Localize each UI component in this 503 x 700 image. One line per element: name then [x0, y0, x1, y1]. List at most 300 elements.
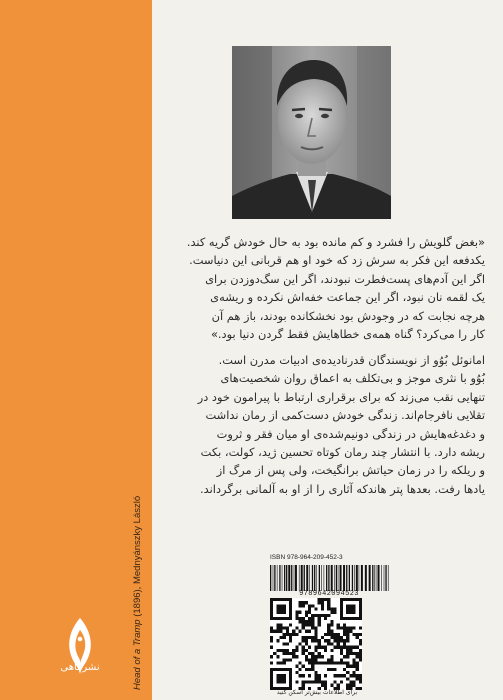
qr-module	[356, 646, 359, 649]
barcode-bar	[295, 565, 297, 591]
quote-line: کار را می‌کرد؟ گناه همه‌ی خطاهایش فقط گردن دنیا بود.»	[210, 327, 485, 342]
qr-module	[305, 636, 308, 639]
qr-module	[318, 642, 321, 645]
qr-module	[324, 617, 327, 620]
qr-module	[346, 630, 349, 633]
qr-module	[337, 642, 340, 645]
quote-line: هرچه نجابت که در وجودش بود نخشکانده بودند، باز هم آن	[211, 308, 485, 323]
qr-module	[286, 633, 289, 636]
qr-module	[299, 611, 302, 614]
qr-module	[308, 674, 311, 677]
qr-module	[308, 661, 311, 664]
qr-module	[311, 668, 314, 671]
qr-module	[327, 668, 330, 671]
author-biography	[168, 351, 485, 498]
qr-module	[337, 633, 340, 636]
qr-module	[280, 627, 283, 630]
bio-line: و ریلکه را در زمان حیاتش برانگیخت، ولی پس از مرگ از	[216, 463, 485, 478]
qr-module	[318, 614, 321, 617]
qr-module	[311, 623, 314, 626]
qr-module	[302, 627, 305, 630]
qr-module	[302, 617, 305, 620]
qr-module	[349, 646, 352, 649]
qr-module	[289, 652, 292, 655]
qr-module	[295, 680, 298, 683]
qr-module	[343, 627, 346, 630]
qr-module	[302, 636, 305, 639]
qr-module	[327, 642, 330, 645]
barcode-bar	[273, 565, 274, 591]
quote-line: «بغض گلویش را فشرد و کم مانده بود به حال خودش گریه کند.	[186, 235, 485, 249]
qr-module	[280, 661, 283, 664]
bio-line: و دغدغه‌هایش در زندگی دونیم‌شده‌ی او میان فقر و ثروت	[216, 426, 485, 441]
qr-module	[343, 661, 346, 664]
qr-module	[333, 608, 336, 611]
qr-module	[276, 655, 279, 658]
barcode-bar	[376, 565, 377, 591]
qr-module	[308, 652, 311, 655]
qr-module	[343, 674, 346, 677]
qr-module	[356, 633, 359, 636]
qr-module	[343, 623, 346, 626]
qr-module	[299, 604, 302, 607]
qr-module	[330, 636, 333, 639]
qr-module	[305, 655, 308, 658]
qr-module	[330, 630, 333, 633]
qr-module	[286, 658, 289, 661]
barcode-bar	[316, 565, 317, 591]
qr-module	[343, 646, 346, 649]
qr-module	[343, 655, 346, 658]
qr-module	[292, 649, 295, 652]
qr-module	[349, 630, 352, 633]
qr-module	[305, 601, 308, 604]
barcode-bar	[326, 565, 327, 591]
qr-module	[333, 611, 336, 614]
qr-module	[302, 646, 305, 649]
qr-module	[324, 633, 327, 636]
qr-module	[276, 674, 286, 684]
barcode-bar	[309, 565, 310, 591]
qr-module	[314, 639, 317, 642]
barcode-bar	[338, 565, 339, 591]
qr-module	[330, 668, 333, 671]
qr-module	[273, 652, 276, 655]
qr-module	[324, 661, 327, 664]
author-photo	[232, 46, 391, 219]
qr-module	[283, 642, 286, 645]
barcode-bar	[369, 565, 371, 591]
qr-module	[299, 642, 302, 645]
qr-module	[346, 604, 356, 614]
qr-module	[327, 633, 330, 636]
qr-module	[280, 649, 283, 652]
qr-module	[314, 633, 317, 636]
qr-module	[276, 623, 279, 626]
qr-module	[292, 655, 295, 658]
qr-module	[324, 674, 327, 677]
qr-module	[324, 684, 327, 687]
qr-module	[349, 674, 352, 677]
qr-module	[327, 658, 330, 661]
qr-module	[352, 665, 355, 668]
qr-module	[340, 658, 343, 661]
qr-module	[308, 608, 311, 611]
barcode-bar	[312, 565, 313, 591]
qr-module	[327, 623, 330, 626]
qr-module	[314, 661, 317, 664]
qr-module	[295, 611, 298, 614]
quote-excerpt	[168, 233, 485, 343]
quote-line: اگر این آدم‌های پست‌فطرت نبودند، اگر این سگ‌دوزدن برای	[205, 271, 485, 286]
qr-module	[314, 646, 317, 649]
qr-module	[308, 630, 311, 633]
qr-module	[299, 620, 302, 623]
qr-module	[270, 646, 273, 649]
qr-module	[359, 680, 362, 683]
qr-scan-note: برای اطلاعات بیش‌تر اسکن کنید	[276, 689, 358, 696]
qr-module	[346, 646, 349, 649]
qr-module	[327, 598, 330, 601]
qr-module	[356, 636, 359, 639]
qr-module	[318, 674, 321, 677]
qr-module	[359, 649, 362, 652]
barcode-bar	[274, 565, 275, 591]
qr-module	[321, 646, 324, 649]
qr-module	[270, 639, 273, 642]
qr-module	[318, 617, 321, 620]
barcode-bar	[336, 565, 337, 591]
qr-module	[318, 639, 321, 642]
qr-module	[311, 627, 314, 630]
qr-module	[283, 627, 286, 630]
qr-module	[318, 598, 321, 601]
qr-module	[352, 684, 355, 687]
qr-module	[305, 639, 308, 642]
qr-module	[356, 652, 359, 655]
qr-module	[270, 655, 273, 658]
qr-module	[311, 639, 314, 642]
qr-module	[295, 614, 298, 617]
qr-module	[311, 665, 314, 668]
qr-module	[286, 642, 289, 645]
bio-line: تقلایی نافرجام‌اند. زندگی خودش دست‌کمی از رمان نداشت	[205, 408, 485, 423]
qr-module	[295, 671, 298, 674]
barcode-bar	[361, 565, 363, 591]
qr-module	[346, 652, 349, 655]
qr-module	[330, 658, 333, 661]
qr-module	[311, 661, 314, 664]
qr-module	[270, 630, 273, 633]
qr-module	[349, 627, 352, 630]
qr-module	[295, 633, 298, 636]
qr-module	[359, 652, 362, 655]
qr-module	[311, 658, 314, 661]
qr-module	[318, 623, 321, 626]
qr-module	[337, 646, 340, 649]
bio-line: بُوُو با نثری موجز و بی‌تکلف به اعماق روان شخصیت‌های	[220, 371, 485, 386]
qr-module	[314, 680, 317, 683]
qr-module	[346, 627, 349, 630]
orange-side-panel	[0, 0, 152, 700]
barcode-bar	[328, 565, 329, 591]
qr-module	[330, 620, 333, 623]
barcode-bar	[299, 565, 300, 591]
barcode-bar	[270, 565, 271, 591]
isbn-barcode	[268, 565, 390, 591]
qr-module	[324, 598, 327, 601]
qr-module	[308, 646, 311, 649]
qr-module	[356, 668, 359, 671]
qr-module	[321, 655, 324, 658]
qr-module	[280, 623, 283, 626]
qr-module	[318, 601, 321, 604]
qr-module	[289, 639, 292, 642]
qr-module	[346, 633, 349, 636]
barcode-bar	[349, 565, 350, 591]
barcode-bar	[331, 565, 333, 591]
qr-module	[308, 680, 311, 683]
author-portrait-image	[232, 46, 391, 219]
qr-module	[318, 652, 321, 655]
qr-module	[343, 668, 346, 671]
isbn-label: ISBN 978-964-209-452-3	[270, 554, 343, 561]
qr-module	[346, 639, 349, 642]
qr-module	[356, 655, 359, 658]
qr-module	[276, 630, 279, 633]
barcode-bar	[372, 565, 373, 591]
qr-module	[330, 642, 333, 645]
qr-module	[330, 684, 333, 687]
barcode-bar	[277, 565, 278, 591]
qr-module	[343, 642, 346, 645]
qr-module	[324, 639, 327, 642]
qr-module	[352, 652, 355, 655]
qr-module	[311, 680, 314, 683]
qr-module	[318, 646, 321, 649]
barcode-bar	[385, 565, 386, 591]
qr-module	[295, 646, 298, 649]
qr-module	[346, 649, 349, 652]
qr-module	[340, 646, 343, 649]
qr-module	[270, 636, 273, 639]
qr-module	[324, 614, 327, 617]
qr-module	[308, 604, 311, 607]
bio-line: یادها رفت. بعدها پتر هاندکه آثاری را از او به آلمانی برگرداند.	[200, 481, 485, 496]
qr-module	[302, 639, 305, 642]
qr-module	[337, 636, 340, 639]
qr-module	[305, 620, 308, 623]
qr-module	[356, 674, 359, 677]
barcode-bar	[334, 565, 335, 591]
qr-module	[283, 661, 286, 664]
qr-module	[283, 636, 286, 639]
qr-module	[333, 661, 336, 664]
barcode-bar	[288, 565, 290, 591]
barcode-bar	[365, 565, 367, 591]
qr-module	[314, 674, 317, 677]
qr-module	[337, 684, 340, 687]
qr-module	[352, 680, 355, 683]
qr-module	[327, 630, 330, 633]
qr-module	[359, 658, 362, 661]
barcode-bar	[294, 565, 295, 591]
qr-module	[356, 677, 359, 680]
qr-module	[359, 627, 362, 630]
barcode-bar	[324, 565, 325, 591]
qr-module	[359, 655, 362, 658]
barcode-bar	[384, 565, 385, 591]
barcode-bar	[306, 565, 308, 591]
qr-module	[346, 671, 349, 674]
qr-module	[321, 601, 324, 604]
qr-module	[311, 620, 314, 623]
barcode-number: 9789642094523	[299, 590, 359, 598]
qr-module	[359, 674, 362, 677]
qr-module	[324, 646, 327, 649]
qr-module	[283, 649, 286, 652]
qr-module	[276, 604, 286, 614]
qr-module	[299, 668, 302, 671]
qr-module	[305, 614, 308, 617]
barcode-bar	[359, 565, 360, 591]
qr-module	[308, 658, 311, 661]
qr-module	[321, 608, 324, 611]
qr-module	[346, 665, 349, 668]
barcode-bar	[378, 565, 380, 591]
qr-module	[343, 630, 346, 633]
qr-module	[333, 680, 336, 683]
barcode-bar	[340, 565, 342, 591]
qr-module	[324, 649, 327, 652]
qr-module	[318, 661, 321, 664]
qr-module	[359, 639, 362, 642]
qr-module	[311, 614, 314, 617]
qr-module	[289, 633, 292, 636]
qr-module	[289, 623, 292, 626]
qr-module	[302, 649, 305, 652]
qr-module	[340, 627, 343, 630]
qr-module	[318, 677, 321, 680]
qr-module	[333, 639, 336, 642]
barcode-bar	[346, 565, 347, 591]
qr-module	[340, 674, 343, 677]
qr-module	[327, 639, 330, 642]
qr-module	[299, 601, 302, 604]
qr-module	[302, 680, 305, 683]
qr-module	[337, 661, 340, 664]
qr-module	[286, 652, 289, 655]
qr-module	[321, 684, 324, 687]
qr-module	[311, 655, 314, 658]
qr-module	[308, 611, 311, 614]
qr-module	[340, 652, 343, 655]
qr-module	[330, 608, 333, 611]
qr-module	[302, 604, 305, 607]
qr-module	[346, 636, 349, 639]
qr-module	[321, 604, 324, 607]
qr-module	[305, 649, 308, 652]
qr-module	[352, 674, 355, 677]
qr-module	[324, 680, 327, 683]
cover-art-caption	[132, 360, 143, 690]
qr-module	[330, 623, 333, 626]
qr-module	[295, 655, 298, 658]
qr-module	[286, 649, 289, 652]
qr-module	[343, 639, 346, 642]
qr-module	[359, 633, 362, 636]
qr-code[interactable]	[270, 598, 362, 690]
qr-module	[327, 627, 330, 630]
qr-module	[330, 655, 333, 658]
qr-module	[359, 642, 362, 645]
qr-module	[314, 671, 317, 674]
qr-module	[327, 614, 330, 617]
qr-module	[280, 636, 283, 639]
qr-module	[299, 661, 302, 664]
qr-module	[302, 652, 305, 655]
qr-module	[302, 684, 305, 687]
qr-module	[333, 674, 336, 677]
qr-module	[327, 608, 330, 611]
barcode-bar	[286, 565, 287, 591]
qr-module	[305, 611, 308, 614]
qr-module	[352, 661, 355, 664]
qr-module	[346, 684, 349, 687]
qr-module	[314, 677, 317, 680]
qr-module	[327, 661, 330, 664]
cover-art-credit: (1896), Mednyánszky László	[132, 495, 143, 620]
qr-module	[270, 627, 273, 630]
qr-module	[311, 617, 314, 620]
qr-module	[295, 649, 298, 652]
qr-module	[314, 658, 317, 661]
qr-module	[337, 627, 340, 630]
qr-module	[349, 665, 352, 668]
qr-module	[314, 627, 317, 630]
qr-module	[349, 649, 352, 652]
qr-module	[276, 661, 279, 664]
barcode-bar	[319, 565, 320, 591]
qr-module	[286, 630, 289, 633]
qr-module	[311, 604, 314, 607]
qr-module	[352, 633, 355, 636]
qr-module	[308, 617, 311, 620]
barcode-bar	[304, 565, 305, 591]
barcode-bar	[321, 565, 322, 591]
qr-module	[352, 646, 355, 649]
barcode-bar	[356, 565, 358, 591]
barcode-bar	[284, 565, 285, 591]
qr-module	[337, 674, 340, 677]
qr-module	[346, 661, 349, 664]
qr-module	[286, 627, 289, 630]
qr-module	[305, 658, 308, 661]
qr-module	[276, 627, 279, 630]
cover-art-title: Head of a Tramp	[132, 619, 143, 690]
qr-module	[311, 636, 314, 639]
qr-module	[305, 630, 308, 633]
qr-module	[327, 601, 330, 604]
qr-module	[302, 674, 305, 677]
barcode-bar	[352, 565, 353, 591]
barcode-bar	[343, 565, 345, 591]
barcode-bar	[282, 565, 283, 591]
qr-module	[292, 633, 295, 636]
qr-module	[333, 646, 336, 649]
qr-module	[330, 633, 333, 636]
qr-module	[305, 668, 308, 671]
